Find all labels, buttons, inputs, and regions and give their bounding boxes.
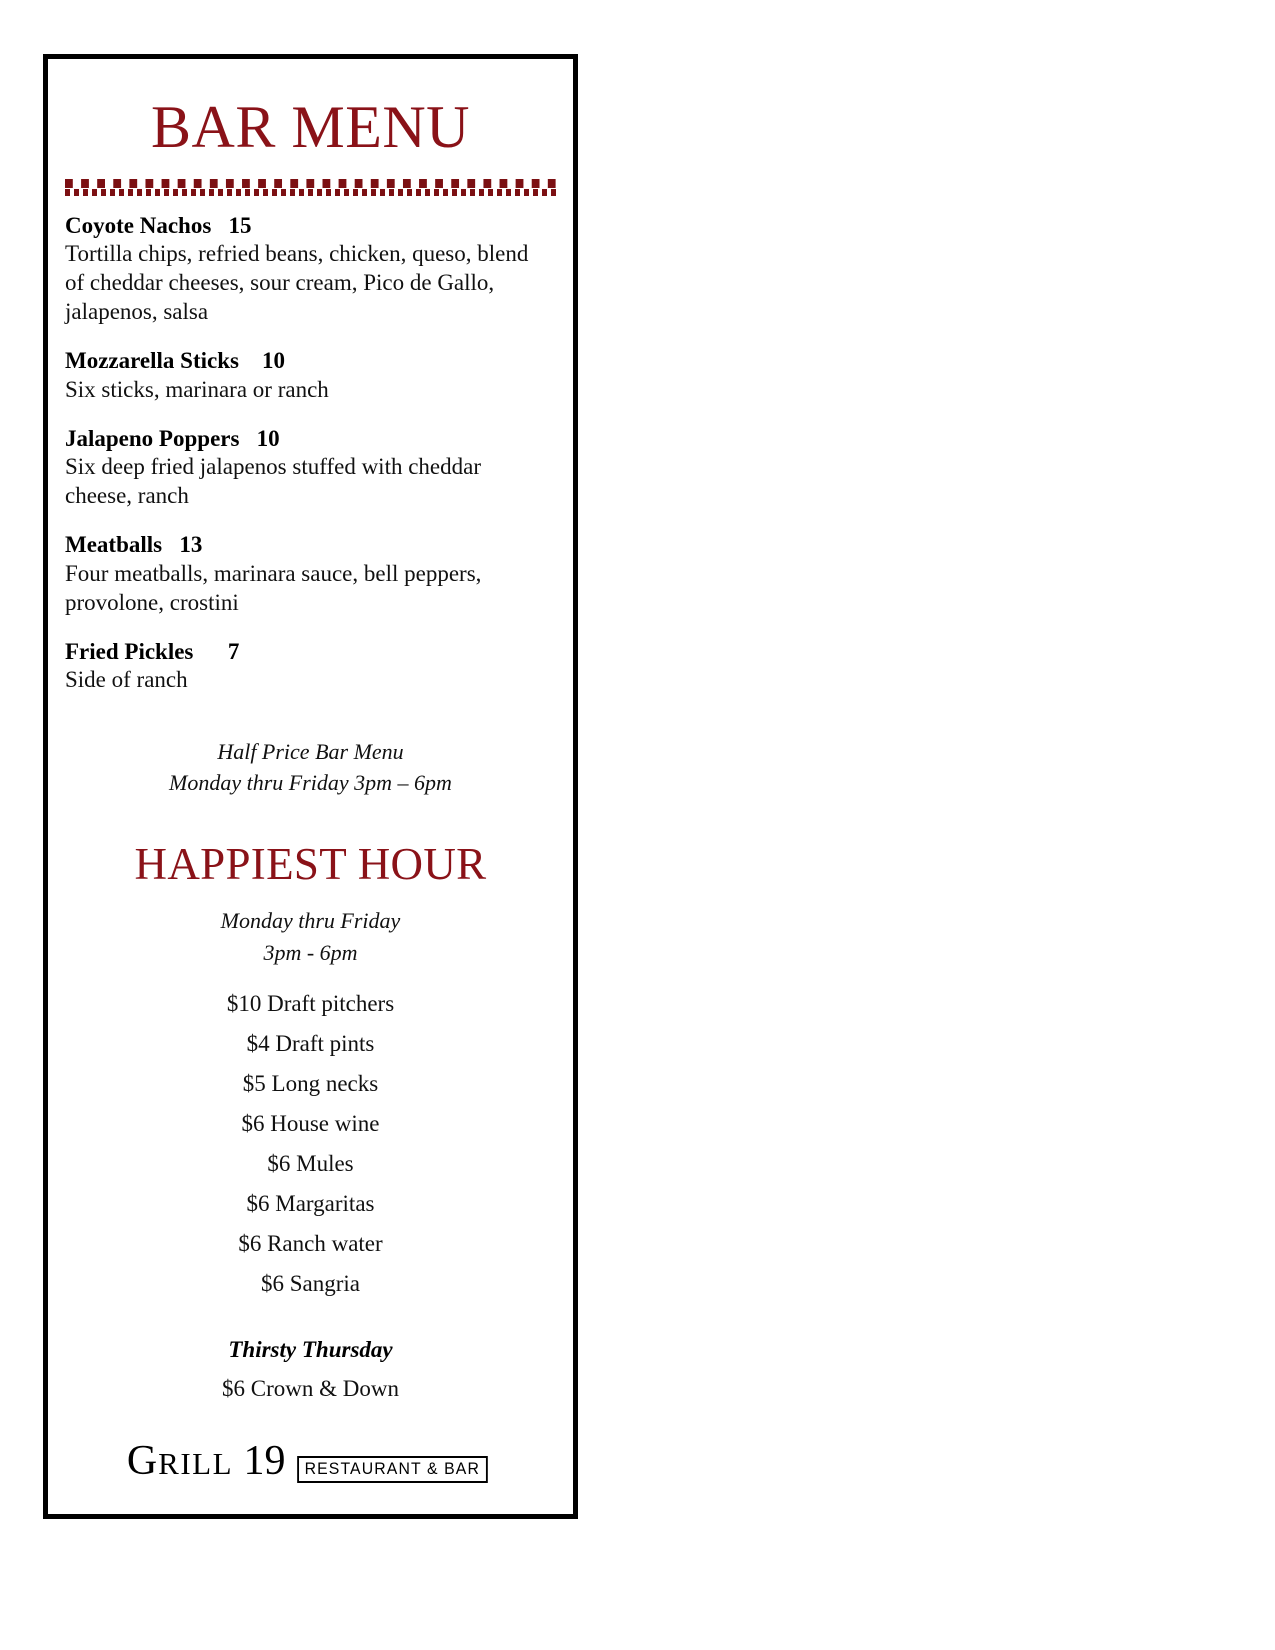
divider-row-small-dots bbox=[65, 189, 556, 196]
food-items-list bbox=[65, 211, 556, 695]
list-item: $4 Draft pints bbox=[246, 1030, 375, 1056]
happiest-hour-times: 3pm - 6pm bbox=[263, 939, 358, 965]
happiest-hour-title: HAPPIEST HOUR bbox=[134, 839, 487, 890]
half-price-line-1: Half Price Bar Menu bbox=[217, 738, 404, 764]
menu-content bbox=[48, 94, 573, 1552]
happiest-hour-schedule bbox=[65, 905, 556, 967]
food-item-description: Six deep fried jalapenos stuffed with cheddar cheese, ranch bbox=[65, 454, 481, 509]
food-item-name: Mozzarella Sticks 10 bbox=[65, 348, 285, 374]
list-item bbox=[65, 530, 556, 617]
menu-card bbox=[43, 54, 578, 1519]
list-item: $10 Draft pitchers bbox=[226, 990, 395, 1016]
list-item: $5 Long necks bbox=[242, 1070, 379, 1096]
list-item: $6 Mules bbox=[267, 1150, 354, 1176]
list-item bbox=[65, 211, 556, 327]
page-title: BAR MENU bbox=[150, 94, 471, 160]
logo-subtitle-box: RESTAURANT & BAR bbox=[297, 1456, 487, 1483]
list-item: $6 Margaritas bbox=[246, 1190, 375, 1216]
grill-19-logo bbox=[65, 1437, 556, 1484]
happiest-hour-specials-list bbox=[65, 984, 556, 1304]
food-item-name: Meatballs 13 bbox=[65, 532, 203, 558]
food-item-description: Four meatballs, marinara sauce, bell peppers, provolone, crostini bbox=[65, 560, 482, 615]
logo-smallcaps: RILL bbox=[158, 1445, 234, 1481]
list-item: $6 Ranch water bbox=[238, 1230, 383, 1256]
logo-initial: G bbox=[126, 1437, 159, 1484]
happiest-hour-days: Monday thru Friday bbox=[220, 908, 401, 934]
list-item bbox=[65, 424, 556, 511]
logo-wordmark bbox=[126, 1437, 286, 1484]
food-item-name: Jalapeno Poppers 10 bbox=[65, 425, 280, 451]
thirsty-thursday-title: Thirsty Thursday bbox=[228, 1336, 393, 1362]
food-item-name: Coyote Nachos 15 bbox=[65, 213, 252, 238]
food-item-description: Side of ranch bbox=[65, 666, 188, 692]
decorative-dotted-divider bbox=[65, 179, 556, 197]
logo-number: 19 bbox=[233, 1437, 286, 1484]
food-item-description: Six sticks, marinara or ranch bbox=[65, 376, 329, 402]
food-item-description: Tortilla chips, refried beans, chicken, queso, blend of cheddar cheeses, sour cream, Pico de Gallo, jalapenos, salsa bbox=[65, 241, 529, 325]
list-item: $6 House wine bbox=[241, 1110, 380, 1136]
list-item: $6 Sangria bbox=[260, 1270, 360, 1296]
half-price-note bbox=[65, 736, 556, 798]
food-item-name: Fried Pickles 7 bbox=[65, 638, 240, 664]
divider-row-large-dots bbox=[65, 179, 556, 188]
list-item bbox=[65, 637, 556, 695]
list-item bbox=[65, 346, 556, 404]
thirsty-thursday-special: $6 Crown & Down bbox=[222, 1375, 399, 1401]
half-price-line-2: Monday thru Friday 3pm – 6pm bbox=[169, 770, 452, 796]
